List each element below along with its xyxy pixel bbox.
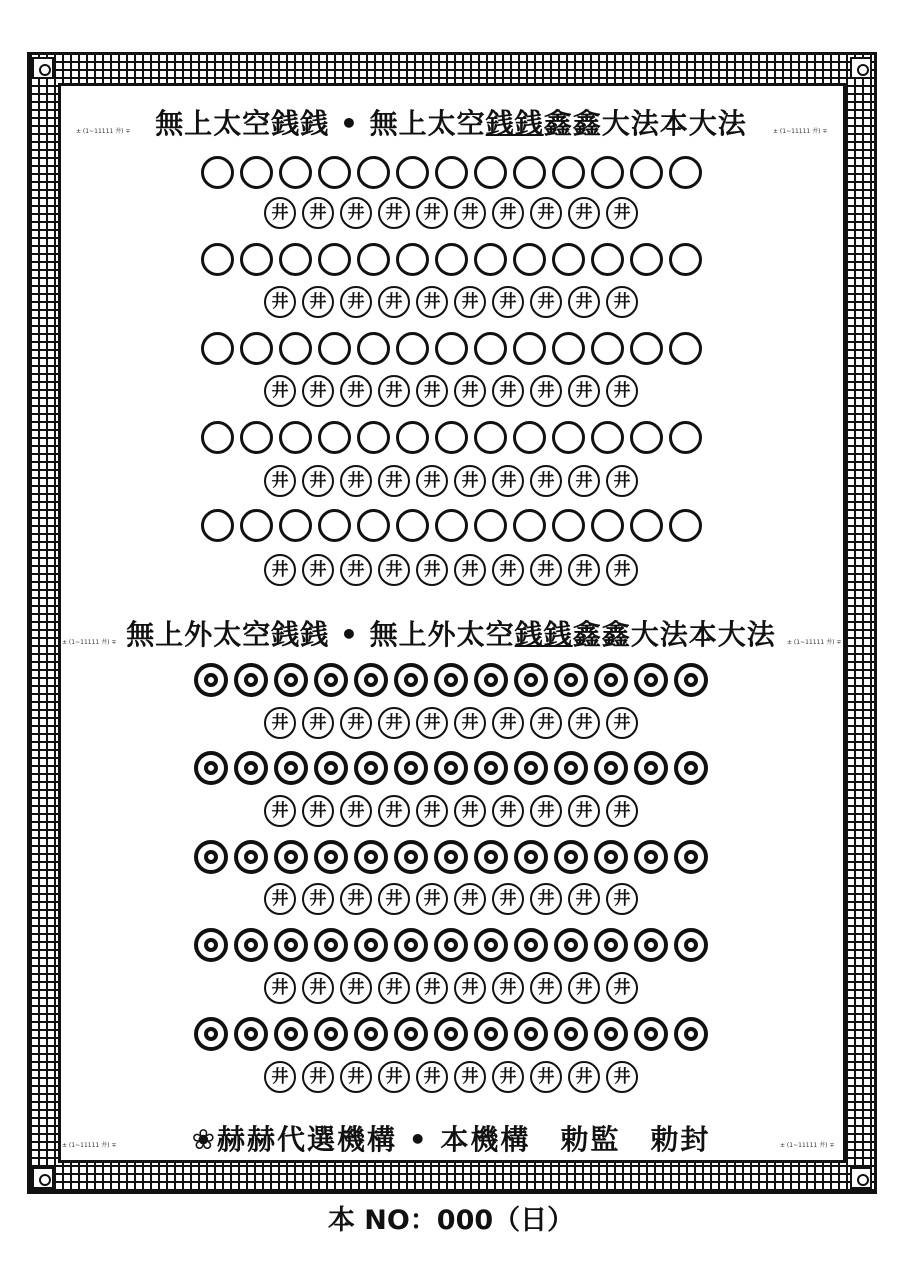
bullseye-symbol (234, 840, 268, 874)
circled-well-symbol: 井 (568, 1061, 600, 1093)
bullseye-symbol (594, 1017, 628, 1051)
circled-well-symbol: 井 (454, 972, 486, 1004)
ring-symbol (318, 509, 351, 542)
section1-title-underlined: 銭銭 (485, 107, 544, 140)
circled-well-symbol: 井 (340, 883, 372, 915)
ring-symbol (357, 332, 390, 365)
circled-well-symbol: 井 (302, 707, 334, 739)
circled-well-symbol: 井 (454, 1061, 486, 1093)
ring-symbol (396, 156, 429, 189)
bullseye-symbol (194, 751, 228, 785)
ring-symbol (279, 243, 312, 276)
ring-symbol (240, 509, 273, 542)
bullseye-symbol (274, 1017, 308, 1051)
circled-well-symbol: 井 (606, 707, 638, 739)
circled-well-symbol: 井 (492, 883, 524, 915)
well-symbol-row (0, 197, 902, 229)
bullseye-symbol (554, 928, 588, 962)
ring-symbol (474, 332, 507, 365)
circled-well-symbol: 井 (340, 554, 372, 586)
section2-title-underlined: 銭銭 (514, 618, 573, 651)
section1-title-text: 無上太空銭銭 • 無上太空 (155, 107, 486, 140)
circled-well-symbol: 井 (378, 465, 410, 497)
ring-symbol (474, 156, 507, 189)
bullseye-symbol (314, 663, 348, 697)
circled-well-symbol: 井 (454, 795, 486, 827)
circled-well-symbol: 井 (530, 795, 562, 827)
ring-symbol (396, 421, 429, 454)
circled-well-symbol: 井 (340, 707, 372, 739)
ring-symbol (240, 421, 273, 454)
bullseye-symbol (314, 1017, 348, 1051)
bullseye-symbol (634, 663, 668, 697)
bullseye-symbol (634, 840, 668, 874)
section1-note-left: ± (1~11111 井) ∓ (76, 128, 131, 135)
circled-well-symbol: 井 (302, 465, 334, 497)
well-symbol-row (0, 286, 902, 318)
bullseye-symbol (634, 1017, 668, 1051)
ring-symbol (474, 509, 507, 542)
circled-well-symbol: 井 (340, 286, 372, 318)
circled-well-symbol: 井 (530, 1061, 562, 1093)
circled-well-symbol: 井 (264, 707, 296, 739)
well-symbol-row (0, 883, 902, 915)
ring-symbol (318, 332, 351, 365)
ring-symbol (630, 421, 663, 454)
ring-symbol (279, 421, 312, 454)
bullseye-symbol (234, 663, 268, 697)
circled-well-symbol: 井 (454, 883, 486, 915)
ring-symbol (318, 243, 351, 276)
bullseye-symbol (514, 663, 548, 697)
circle-symbol-row (0, 928, 902, 962)
ring-symbol (513, 156, 546, 189)
circled-well-symbol: 井 (264, 197, 296, 229)
ring-symbol (357, 421, 390, 454)
circled-well-symbol: 井 (454, 707, 486, 739)
circled-well-symbol: 井 (378, 972, 410, 1004)
well-symbol-row (0, 707, 902, 739)
circle-symbol-row (0, 840, 902, 874)
circled-well-symbol: 井 (340, 972, 372, 1004)
bullseye-symbol (394, 928, 428, 962)
circled-well-symbol: 井 (416, 197, 448, 229)
ring-symbol (552, 156, 585, 189)
bullseye-symbol (674, 928, 708, 962)
circle-symbol-row (0, 1017, 902, 1051)
bullseye-symbol (354, 840, 388, 874)
bullseye-symbol (354, 1017, 388, 1051)
circled-well-symbol: 井 (302, 883, 334, 915)
section2-note-left: ± (1~11111 井) ∓ (62, 639, 117, 646)
ring-symbol (474, 243, 507, 276)
circle-symbol-row (0, 332, 902, 365)
bullseye-symbol (394, 663, 428, 697)
bullseye-symbol (234, 751, 268, 785)
ring-symbol (201, 421, 234, 454)
ring-symbol (669, 156, 702, 189)
circled-well-symbol: 井 (264, 465, 296, 497)
circle-symbol-row (0, 663, 902, 697)
bullseye-symbol (434, 751, 468, 785)
circled-well-symbol: 井 (340, 1061, 372, 1093)
bullseye-symbol (474, 1017, 508, 1051)
ring-symbol (201, 243, 234, 276)
ring-symbol (240, 243, 273, 276)
ring-symbol (396, 332, 429, 365)
circled-well-symbol: 井 (492, 1061, 524, 1093)
bullseye-symbol (394, 840, 428, 874)
bullseye-symbol (394, 751, 428, 785)
circled-well-symbol: 井 (492, 707, 524, 739)
circled-well-symbol: 井 (416, 554, 448, 586)
section1-note-right: ± (1~11111 井) ∓ (773, 128, 828, 135)
bullseye-symbol (194, 663, 228, 697)
ring-symbol (513, 332, 546, 365)
section2-title-suffix: 鑫鑫大法本大法 (572, 618, 776, 651)
circled-well-symbol: 井 (530, 972, 562, 1004)
circled-well-symbol: 井 (264, 554, 296, 586)
ring-symbol (396, 243, 429, 276)
circled-well-symbol: 井 (302, 972, 334, 1004)
circled-well-symbol: 井 (606, 554, 638, 586)
bullseye-symbol (474, 928, 508, 962)
bullseye-symbol (314, 840, 348, 874)
section1-title-suffix: 鑫鑫大法本大法 (543, 107, 747, 140)
circled-well-symbol: 井 (454, 286, 486, 318)
footer-note-right: ± (1~11111 井) ∓ (780, 1142, 835, 1149)
bullseye-symbol (434, 663, 468, 697)
circled-well-symbol: 井 (530, 197, 562, 229)
bullseye-symbol (514, 1017, 548, 1051)
ring-symbol (669, 509, 702, 542)
ring-symbol (591, 509, 624, 542)
section2-title-text: 無上外太空銭銭 • 無上外太空 (126, 618, 515, 651)
bullseye-symbol (554, 1017, 588, 1051)
bullseye-symbol (474, 663, 508, 697)
ring-symbol (201, 332, 234, 365)
circled-well-symbol: 井 (606, 1061, 638, 1093)
circled-well-symbol: 井 (530, 286, 562, 318)
circled-well-symbol: 井 (264, 286, 296, 318)
bullseye-symbol (194, 1017, 228, 1051)
bullseye-symbol (234, 1017, 268, 1051)
bullseye-symbol (594, 663, 628, 697)
ring-symbol (435, 509, 468, 542)
bullseye-symbol (514, 928, 548, 962)
ring-symbol (591, 243, 624, 276)
ring-symbol (513, 243, 546, 276)
circled-well-symbol: 井 (454, 375, 486, 407)
section2-note-right: ± (1~11111 井) ∓ (787, 639, 842, 646)
ring-symbol (669, 243, 702, 276)
bullseye-symbol (514, 751, 548, 785)
circled-well-symbol: 井 (568, 375, 600, 407)
ring-symbol (591, 421, 624, 454)
circled-well-symbol: 井 (568, 795, 600, 827)
bullseye-symbol (474, 751, 508, 785)
bullseye-symbol (314, 751, 348, 785)
section2-title (0, 613, 902, 653)
bullseye-symbol (554, 751, 588, 785)
circle-symbol-row (0, 751, 902, 785)
circled-well-symbol: 井 (416, 972, 448, 1004)
circled-well-symbol: 井 (378, 795, 410, 827)
section1-title (0, 102, 902, 142)
bullseye-symbol (354, 663, 388, 697)
footer-note-left: ± (1~11111 井) ∓ (62, 1142, 117, 1149)
circled-well-symbol: 井 (606, 972, 638, 1004)
bullseye-symbol (274, 928, 308, 962)
ring-symbol (279, 509, 312, 542)
circled-well-symbol: 井 (530, 883, 562, 915)
ring-symbol (513, 421, 546, 454)
ring-symbol (630, 332, 663, 365)
ring-symbol (240, 156, 273, 189)
bullseye-symbol (594, 928, 628, 962)
circled-well-symbol: 井 (378, 375, 410, 407)
circled-well-symbol: 井 (264, 795, 296, 827)
ring-symbol (435, 332, 468, 365)
border-corner-ornament (850, 1167, 872, 1189)
ring-symbol (435, 156, 468, 189)
circled-well-symbol: 井 (378, 1061, 410, 1093)
bullseye-symbol (594, 840, 628, 874)
serial-number: 本 NO：000（日） (327, 1205, 575, 1236)
circled-well-symbol: 井 (416, 286, 448, 318)
circled-well-symbol: 井 (416, 883, 448, 915)
ring-symbol (513, 509, 546, 542)
bullseye-symbol (434, 928, 468, 962)
well-symbol-row (0, 972, 902, 1004)
circled-well-symbol: 井 (492, 554, 524, 586)
well-symbol-row (0, 375, 902, 407)
ring-symbol (552, 243, 585, 276)
ring-symbol (357, 509, 390, 542)
circled-well-symbol: 井 (302, 197, 334, 229)
circled-well-symbol: 井 (568, 197, 600, 229)
bullseye-symbol (674, 840, 708, 874)
border-corner-ornament (850, 57, 872, 79)
circled-well-symbol: 井 (606, 375, 638, 407)
border-corner-ornament (32, 57, 54, 79)
bullseye-symbol (234, 928, 268, 962)
ring-symbol (630, 156, 663, 189)
circled-well-symbol: 井 (606, 465, 638, 497)
ring-symbol (435, 243, 468, 276)
ring-symbol (669, 332, 702, 365)
bullseye-symbol (634, 751, 668, 785)
circled-well-symbol: 井 (568, 707, 600, 739)
circled-well-symbol: 井 (530, 465, 562, 497)
circled-well-symbol: 井 (416, 795, 448, 827)
circled-well-symbol: 井 (378, 554, 410, 586)
ring-symbol (630, 243, 663, 276)
circled-well-symbol: 井 (568, 465, 600, 497)
circled-well-symbol: 井 (492, 465, 524, 497)
issuer-line: ❀赫赫代選機構 • 本機構 勅監 勅封 (191, 1123, 711, 1156)
circled-well-symbol: 井 (264, 375, 296, 407)
circled-well-symbol: 井 (530, 554, 562, 586)
bullseye-symbol (674, 751, 708, 785)
circled-well-symbol: 井 (340, 375, 372, 407)
bullseye-symbol (274, 840, 308, 874)
circled-well-symbol: 井 (568, 554, 600, 586)
circled-well-symbol: 井 (568, 972, 600, 1004)
bullseye-symbol (674, 1017, 708, 1051)
circled-well-symbol: 井 (606, 197, 638, 229)
circled-well-symbol: 井 (454, 197, 486, 229)
bullseye-symbol (274, 751, 308, 785)
ring-symbol (279, 156, 312, 189)
circled-well-symbol: 井 (416, 375, 448, 407)
circled-well-symbol: 井 (492, 972, 524, 1004)
bullseye-symbol (554, 840, 588, 874)
circled-well-symbol: 井 (378, 883, 410, 915)
circled-well-symbol: 井 (492, 286, 524, 318)
circle-symbol-row (0, 243, 902, 276)
circled-well-symbol: 井 (264, 972, 296, 1004)
circled-well-symbol: 井 (530, 375, 562, 407)
bullseye-symbol (394, 1017, 428, 1051)
bullseye-symbol (554, 663, 588, 697)
circled-well-symbol: 井 (606, 286, 638, 318)
bullseye-symbol (194, 928, 228, 962)
ring-symbol (474, 421, 507, 454)
circled-well-symbol: 井 (606, 883, 638, 915)
circled-well-symbol: 井 (492, 375, 524, 407)
circled-well-symbol: 井 (340, 465, 372, 497)
circled-well-symbol: 井 (302, 1061, 334, 1093)
well-symbol-row (0, 1061, 902, 1093)
circled-well-symbol: 井 (454, 465, 486, 497)
ring-symbol (630, 509, 663, 542)
circled-well-symbol: 井 (492, 795, 524, 827)
circled-well-symbol: 井 (302, 795, 334, 827)
circled-well-symbol: 井 (530, 707, 562, 739)
bullseye-symbol (314, 928, 348, 962)
ring-symbol (240, 332, 273, 365)
ring-symbol (552, 332, 585, 365)
ring-symbol (357, 243, 390, 276)
circled-well-symbol: 井 (340, 795, 372, 827)
circled-well-symbol: 井 (378, 286, 410, 318)
circled-well-symbol: 井 (416, 1061, 448, 1093)
well-symbol-row (0, 554, 902, 586)
circled-well-symbol: 井 (302, 286, 334, 318)
well-symbol-row (0, 795, 902, 827)
bullseye-symbol (274, 663, 308, 697)
ring-symbol (318, 156, 351, 189)
bullseye-symbol (674, 663, 708, 697)
circled-well-symbol: 井 (264, 883, 296, 915)
circle-symbol-row (0, 421, 902, 454)
circled-well-symbol: 井 (492, 197, 524, 229)
bullseye-symbol (594, 751, 628, 785)
ring-symbol (318, 421, 351, 454)
circled-well-symbol: 井 (606, 795, 638, 827)
circled-well-symbol: 井 (302, 375, 334, 407)
circled-well-symbol: 井 (416, 707, 448, 739)
bullseye-symbol (434, 840, 468, 874)
ring-symbol (435, 421, 468, 454)
ring-symbol (201, 509, 234, 542)
circled-well-symbol: 井 (568, 883, 600, 915)
bullseye-symbol (354, 751, 388, 785)
circled-well-symbol: 井 (454, 554, 486, 586)
circle-symbol-row (0, 156, 902, 189)
ring-symbol (591, 156, 624, 189)
circled-well-symbol: 井 (264, 1061, 296, 1093)
ring-symbol (552, 421, 585, 454)
ring-symbol (201, 156, 234, 189)
bullseye-symbol (194, 840, 228, 874)
bullseye-symbol (354, 928, 388, 962)
circled-well-symbol: 井 (378, 197, 410, 229)
ring-symbol (552, 509, 585, 542)
bullseye-symbol (514, 840, 548, 874)
bullseye-symbol (434, 1017, 468, 1051)
ring-symbol (591, 332, 624, 365)
bullseye-symbol (634, 928, 668, 962)
ring-symbol (669, 421, 702, 454)
well-symbol-row (0, 465, 902, 497)
ring-symbol (279, 332, 312, 365)
circled-well-symbol: 井 (302, 554, 334, 586)
ring-symbol (357, 156, 390, 189)
ring-symbol (396, 509, 429, 542)
border-corner-ornament (32, 1167, 54, 1189)
circled-well-symbol: 井 (568, 286, 600, 318)
circle-symbol-row (0, 509, 902, 542)
circled-well-symbol: 井 (340, 197, 372, 229)
circled-well-symbol: 井 (416, 465, 448, 497)
bullseye-symbol (474, 840, 508, 874)
circled-well-symbol: 井 (378, 707, 410, 739)
